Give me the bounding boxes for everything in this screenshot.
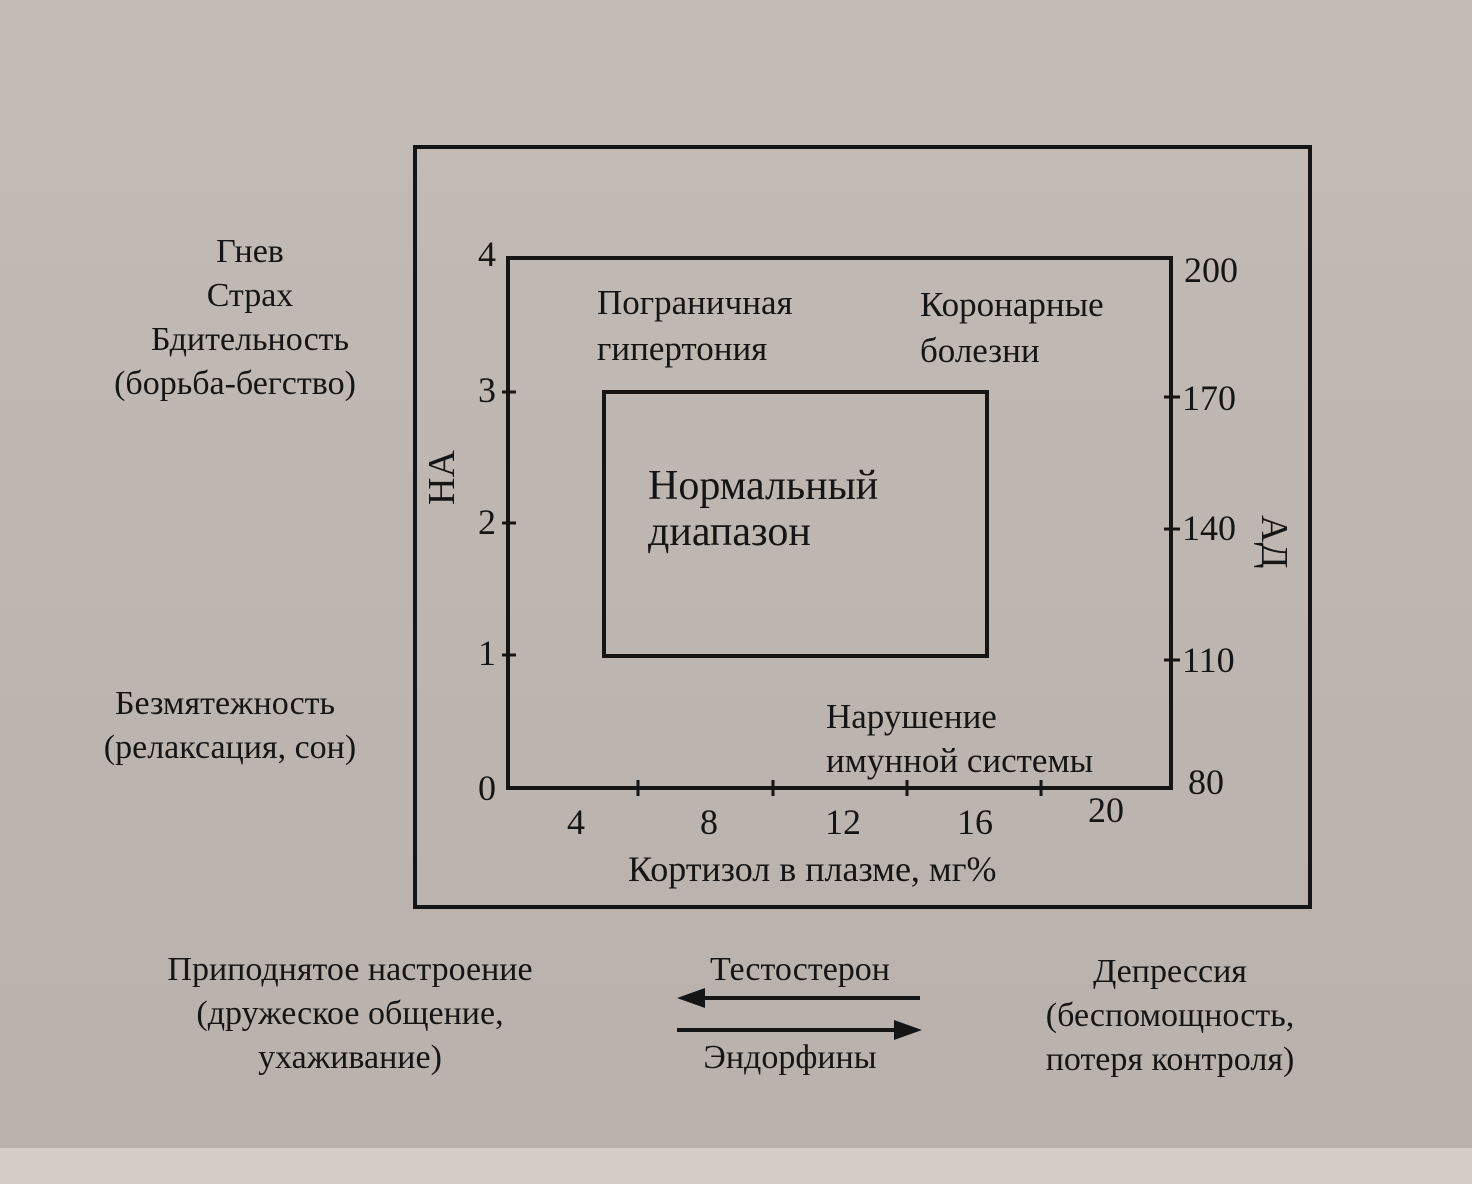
label-vigilance: Бдительность (150, 321, 350, 358)
bottom-axis-title: Кортизол в плазме, мг% (628, 849, 997, 889)
right-tick-label-110: 110 (1182, 640, 1235, 680)
arrow-label-testosterone: Тестостерон (710, 951, 890, 988)
left-tick-label-1: 1 (478, 633, 496, 673)
bottom-tick-label-16: 16 (957, 802, 993, 842)
right-axis-title: АД (1253, 515, 1295, 569)
bottom-tick-label-12: 12 (825, 802, 861, 842)
right-tick-label-80: 80 (1188, 762, 1224, 802)
footer-loss-of-control: потеря контроля) (1045, 1041, 1295, 1078)
outer-frame (415, 147, 1310, 907)
left-tick-label-2: 2 (478, 502, 496, 542)
region-borderline-hypertension-line1: Пограничная (597, 283, 793, 322)
label-fight-flight: (борьба-бегство) (114, 365, 356, 402)
arrow-label-endorphins: Эндорфины (703, 1039, 877, 1076)
bottom-tick-label-8: 8 (700, 802, 718, 842)
region-immune-disorder-line1: Нарушение (826, 697, 997, 736)
bottom-tick-label-4: 4 (567, 802, 585, 842)
left-tick-label-0: 0 (478, 768, 496, 808)
label-serenity: Безмятежность (114, 685, 336, 722)
label-anger: Гнев (216, 233, 284, 270)
region-coronary-disease-line2: болезни (920, 331, 1040, 370)
footer-helplessness: (беспомощность, (1045, 997, 1295, 1034)
left-tick-label-3: 3 (478, 370, 496, 410)
footer-elevated-mood: Приподнятое настроение (167, 951, 533, 988)
right-tick-label-140: 140 (1182, 508, 1236, 548)
region-immune-disorder-line2: имунной системы (826, 741, 1094, 780)
footer-friendly-communication: (дружеское общение, (196, 995, 504, 1032)
bottom-tick-label-20: 20 (1088, 790, 1124, 830)
region-coronary-disease-line1: Коронарные (920, 285, 1104, 324)
right-tick-label-200: 200 (1184, 250, 1238, 290)
right-tick-label-170: 170 (1182, 378, 1236, 418)
left-tick-label-4: 4 (478, 234, 496, 274)
region-normal-range-line1: Нормальный (648, 463, 879, 509)
label-fear: Страх (206, 277, 294, 314)
region-borderline-hypertension-line2: гипертония (597, 329, 768, 368)
footer-courtship: ухаживание) (258, 1039, 442, 1076)
label-relaxation-sleep: (релаксация, сон) (103, 729, 357, 766)
region-normal-range-line2: диапазон (648, 509, 811, 555)
footer-depression: Депрессия (1093, 953, 1247, 990)
left-axis-title: НА (421, 450, 463, 505)
